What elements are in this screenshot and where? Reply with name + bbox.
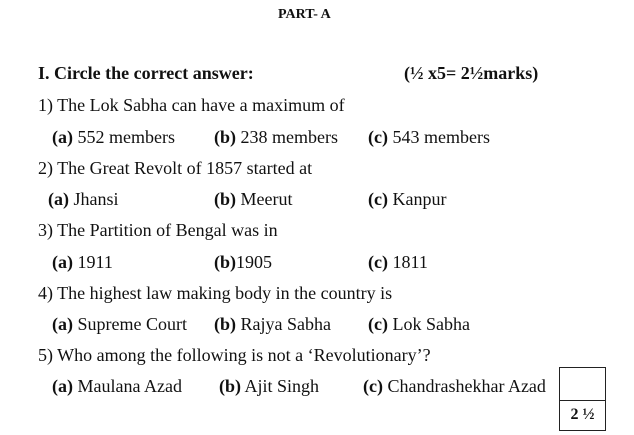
option-text: Meerut [236, 189, 293, 209]
question-2-option-b[interactable] [214, 190, 292, 208]
option-text: 238 members [236, 127, 338, 147]
option-text: Maulana Azad [73, 376, 182, 396]
option-label: (b) [214, 314, 236, 334]
option-text: Rajya Sabha [236, 314, 331, 334]
option-label: (a) [52, 252, 73, 272]
question-3-option-a[interactable] [52, 253, 113, 271]
option-label: (b) [219, 376, 241, 396]
max-marks-box: 2 ½ [559, 400, 606, 431]
option-text: Jhansi [69, 189, 119, 209]
question-4-option-a[interactable] [52, 315, 187, 333]
option-label: (a) [48, 189, 69, 209]
question-5-option-c[interactable] [363, 377, 546, 395]
question-5-option-a[interactable] [52, 377, 182, 395]
question-2: 2) The Great Revolt of 1857 started at [38, 158, 313, 178]
question-3-option-b[interactable] [214, 253, 272, 271]
option-label: (a) [52, 127, 73, 147]
question-1-option-a[interactable] [52, 128, 175, 146]
option-label: (a) [52, 314, 73, 334]
question-5-option-b[interactable] [219, 377, 319, 395]
question-3: 3) The Partition of Bengal was in [38, 220, 278, 240]
section-marks: (½ x5= 2½marks) [404, 63, 539, 83]
option-label: (b) [214, 127, 236, 147]
option-text: Supreme Court [73, 314, 187, 334]
option-text: Ajit Singh [241, 376, 320, 396]
option-text: 1905 [236, 252, 272, 272]
option-label: (c) [368, 314, 388, 334]
option-label: (c) [368, 127, 388, 147]
option-text: 1811 [387, 252, 428, 272]
question-1-option-c[interactable] [368, 128, 490, 146]
option-text: Kanpur [387, 189, 447, 209]
question-5: 5) Who among the following is not a ‘Revolutionary’? [38, 345, 431, 365]
question-2-option-a[interactable] [48, 190, 119, 208]
section-heading: I. Circle the correct answer: [38, 63, 254, 83]
option-text: 552 members [73, 127, 175, 147]
score-entry-box[interactable] [559, 367, 606, 401]
question-3-option-c[interactable] [368, 253, 428, 271]
option-label: (c) [368, 189, 388, 209]
question-1-option-b[interactable] [214, 128, 338, 146]
option-label: (b) [214, 189, 236, 209]
question-4-option-c[interactable] [368, 315, 470, 333]
option-text: Lok Sabha [387, 314, 470, 334]
option-label: (b) [214, 252, 236, 272]
question-2-option-c[interactable] [368, 190, 446, 208]
option-label: (c) [363, 376, 383, 396]
question-4: 4) The highest law making body in the country is [38, 283, 393, 303]
question-4-option-b[interactable] [214, 315, 331, 333]
question-1: 1) The Lok Sabha can have a maximum of [38, 95, 345, 115]
option-text: Chandrashekhar Azad [382, 376, 546, 396]
option-label: (a) [52, 376, 73, 396]
option-label: (c) [368, 252, 388, 272]
part-title: PART- A [278, 7, 331, 22]
option-text: 1911 [73, 252, 113, 272]
option-text: 543 members [387, 127, 490, 147]
